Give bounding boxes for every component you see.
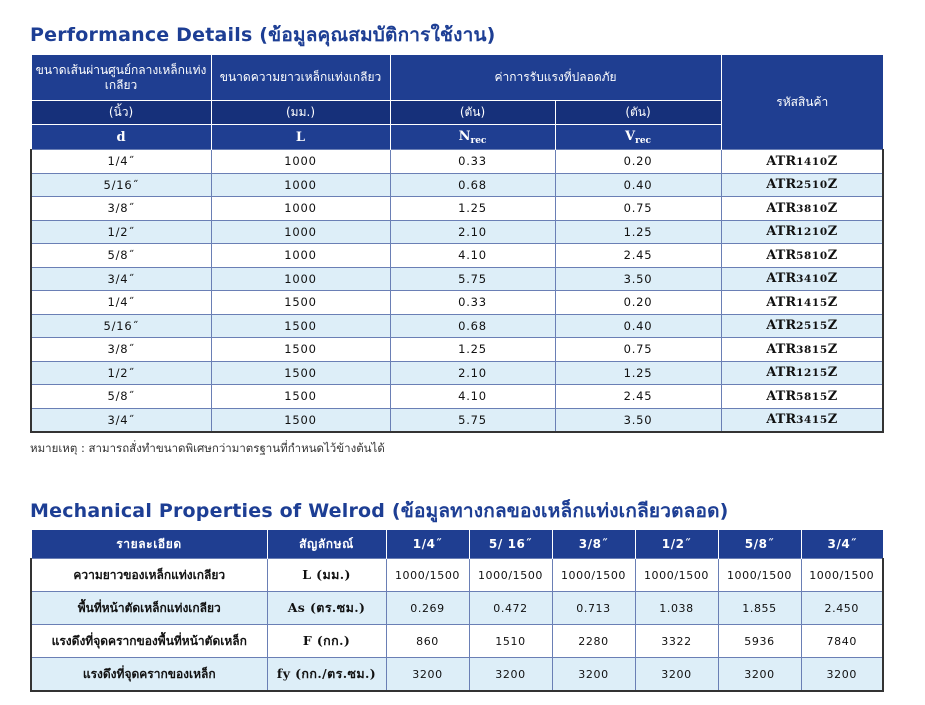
mechanical-title: Mechanical Properties of Welrod (ข้อมูลทางกลของเหล็กแท่งเกลียวตลอด) bbox=[30, 500, 729, 522]
cell-length: 1000 bbox=[211, 197, 390, 221]
cell-n: 0.33 bbox=[390, 291, 555, 315]
unit-inch: (นิ้ว) bbox=[31, 101, 211, 125]
cell-v: 0.75 bbox=[555, 197, 721, 221]
mechanical-table bbox=[30, 530, 884, 692]
table-row bbox=[31, 385, 883, 409]
cell-v: 0.20 bbox=[555, 291, 721, 315]
cell-length: 1500 bbox=[211, 314, 390, 338]
table-row bbox=[31, 244, 883, 268]
cell-n: 5.75 bbox=[390, 267, 555, 291]
cell-code: ATR1415Z bbox=[721, 291, 883, 315]
header-size: 5/8˝ bbox=[718, 530, 801, 559]
cell-value: 1.855 bbox=[718, 592, 801, 625]
cell-v: 0.40 bbox=[555, 314, 721, 338]
table-row bbox=[31, 559, 883, 592]
cell-value: 3200 bbox=[386, 658, 469, 692]
cell-n: 0.68 bbox=[390, 173, 555, 197]
cell-code: ATR5815Z bbox=[721, 385, 883, 409]
row-label: พื้นที่หน้าตัดเหล็กแท่งเกลียว bbox=[31, 592, 267, 625]
row-symbol: F (กก.) bbox=[267, 625, 386, 658]
cell-value: 3200 bbox=[552, 658, 635, 692]
cell-n: 4.10 bbox=[390, 385, 555, 409]
table-row bbox=[31, 314, 883, 338]
cell-code: ATR3415Z bbox=[721, 408, 883, 432]
table-row bbox=[31, 592, 883, 625]
symbol-l: L bbox=[211, 125, 390, 150]
symbol-v: $V_{rec}$ bbox=[555, 125, 721, 150]
cell-value: 1510 bbox=[469, 625, 552, 658]
cell-code: ATR2515Z bbox=[721, 314, 883, 338]
header-size: 5/ 16˝ bbox=[469, 530, 552, 559]
cell-length: 1500 bbox=[211, 361, 390, 385]
cell-diameter: 5/16˝ bbox=[31, 173, 211, 197]
cell-diameter: 5/8˝ bbox=[31, 244, 211, 268]
cell-length: 1000 bbox=[211, 150, 390, 174]
cell-value: 1000/1500 bbox=[469, 559, 552, 592]
row-label: แรงดึงที่จุดครากของเหล็ก bbox=[31, 658, 267, 692]
cell-value: 1000/1500 bbox=[635, 559, 718, 592]
cell-v: 2.45 bbox=[555, 385, 721, 409]
cell-code: ATR3410Z bbox=[721, 267, 883, 291]
cell-v: 2.45 bbox=[555, 244, 721, 268]
cell-diameter: 3/4˝ bbox=[31, 408, 211, 432]
header-size: 3/8˝ bbox=[552, 530, 635, 559]
cell-n: 1.25 bbox=[390, 197, 555, 221]
cell-code: ATR2510Z bbox=[721, 173, 883, 197]
table-row bbox=[31, 173, 883, 197]
cell-code: ATR5810Z bbox=[721, 244, 883, 268]
cell-code: ATR3810Z bbox=[721, 197, 883, 221]
cell-length: 1500 bbox=[211, 385, 390, 409]
header-size: 1/4˝ bbox=[386, 530, 469, 559]
cell-value: 3200 bbox=[469, 658, 552, 692]
performance-note: หมายเหตุ : สามารถสั่งทำขนาดพิเศษกว่ามาตรฐานที่กำหนดไว้ข้างต้นได้ bbox=[30, 441, 385, 455]
cell-value: 3322 bbox=[635, 625, 718, 658]
cell-value: 1.038 bbox=[635, 592, 718, 625]
symbol-d: d bbox=[31, 125, 211, 150]
cell-length: 1000 bbox=[211, 173, 390, 197]
table-row bbox=[31, 625, 883, 658]
cell-v: 0.40 bbox=[555, 173, 721, 197]
cell-value: 1000/1500 bbox=[386, 559, 469, 592]
cell-diameter: 1/4˝ bbox=[31, 150, 211, 174]
header-product-code: รหัสสินค้า bbox=[721, 55, 883, 150]
header-detail: รายละเอียด bbox=[31, 530, 267, 559]
unit-ton-n: (ตัน) bbox=[390, 101, 555, 125]
cell-value: 3200 bbox=[801, 658, 883, 692]
row-label: ความยาวของเหล็กแท่งเกลียว bbox=[31, 559, 267, 592]
row-symbol: As (ตร.ซม.) bbox=[267, 592, 386, 625]
cell-value: 5936 bbox=[718, 625, 801, 658]
cell-n: 5.75 bbox=[390, 408, 555, 432]
row-label: แรงดึงที่จุดครากของพื้นที่หน้าตัดเหล็ก bbox=[31, 625, 267, 658]
cell-length: 1000 bbox=[211, 244, 390, 268]
cell-n: 0.68 bbox=[390, 314, 555, 338]
cell-length: 1000 bbox=[211, 267, 390, 291]
cell-code: ATR1215Z bbox=[721, 361, 883, 385]
row-symbol: fy (กก./ตร.ซม.) bbox=[267, 658, 386, 692]
table-row bbox=[31, 267, 883, 291]
unit-ton-v: (ตัน) bbox=[555, 101, 721, 125]
cell-value: 1000/1500 bbox=[801, 559, 883, 592]
symbol-n: $N_{rec}$ bbox=[390, 125, 555, 150]
cell-length: 1000 bbox=[211, 220, 390, 244]
cell-v: 3.50 bbox=[555, 267, 721, 291]
cell-length: 1500 bbox=[211, 338, 390, 362]
cell-diameter: 1/2˝ bbox=[31, 361, 211, 385]
table-row bbox=[31, 150, 883, 174]
table-row bbox=[31, 291, 883, 315]
cell-code: ATR3815Z bbox=[721, 338, 883, 362]
cell-diameter: 1/4˝ bbox=[31, 291, 211, 315]
row-symbol: L (มม.) bbox=[267, 559, 386, 592]
cell-value: 1000/1500 bbox=[552, 559, 635, 592]
cell-diameter: 3/8˝ bbox=[31, 197, 211, 221]
cell-diameter: 5/8˝ bbox=[31, 385, 211, 409]
cell-value: 0.269 bbox=[386, 592, 469, 625]
cell-diameter: 3/8˝ bbox=[31, 338, 211, 362]
cell-length: 1500 bbox=[211, 291, 390, 315]
cell-length: 1500 bbox=[211, 408, 390, 432]
cell-value: 0.472 bbox=[469, 592, 552, 625]
cell-n: 4.10 bbox=[390, 244, 555, 268]
cell-n: 0.33 bbox=[390, 150, 555, 174]
table-row bbox=[31, 338, 883, 362]
cell-v: 3.50 bbox=[555, 408, 721, 432]
cell-value: 2.450 bbox=[801, 592, 883, 625]
table-row bbox=[31, 361, 883, 385]
header-safe-load: ค่าการรับแรงที่ปลอดภัย bbox=[390, 55, 721, 101]
header-size: 1/2˝ bbox=[635, 530, 718, 559]
performance-table bbox=[30, 54, 884, 433]
cell-n: 1.25 bbox=[390, 338, 555, 362]
cell-diameter: 3/4˝ bbox=[31, 267, 211, 291]
cell-value: 0.713 bbox=[552, 592, 635, 625]
cell-code: ATR1210Z bbox=[721, 220, 883, 244]
cell-code: ATR1410Z bbox=[721, 150, 883, 174]
cell-n: 2.10 bbox=[390, 220, 555, 244]
performance-title: Performance Details (ข้อมูลคุณสมบัติการใช้งาน) bbox=[30, 24, 496, 46]
header-size: 3/4˝ bbox=[801, 530, 883, 559]
table-row bbox=[31, 658, 883, 692]
header-diameter: ขนาดเส้นผ่านศูนย์กลางเหล็กแท่งเกลียว bbox=[31, 55, 211, 101]
cell-value: 3200 bbox=[635, 658, 718, 692]
cell-v: 0.75 bbox=[555, 338, 721, 362]
cell-v: 1.25 bbox=[555, 361, 721, 385]
table-row bbox=[31, 220, 883, 244]
cell-value: 7840 bbox=[801, 625, 883, 658]
table-row bbox=[31, 408, 883, 432]
cell-diameter: 5/16˝ bbox=[31, 314, 211, 338]
cell-diameter: 1/2˝ bbox=[31, 220, 211, 244]
table-row bbox=[31, 197, 883, 221]
cell-value: 3200 bbox=[718, 658, 801, 692]
unit-mm: (มม.) bbox=[211, 101, 390, 125]
cell-value: 2280 bbox=[552, 625, 635, 658]
header-symbol: สัญลักษณ์ bbox=[267, 530, 386, 559]
cell-v: 1.25 bbox=[555, 220, 721, 244]
cell-value: 1000/1500 bbox=[718, 559, 801, 592]
cell-n: 2.10 bbox=[390, 361, 555, 385]
cell-value: 860 bbox=[386, 625, 469, 658]
header-length: ขนาดความยาวเหล็กแท่งเกลียว bbox=[211, 55, 390, 101]
cell-v: 0.20 bbox=[555, 150, 721, 174]
